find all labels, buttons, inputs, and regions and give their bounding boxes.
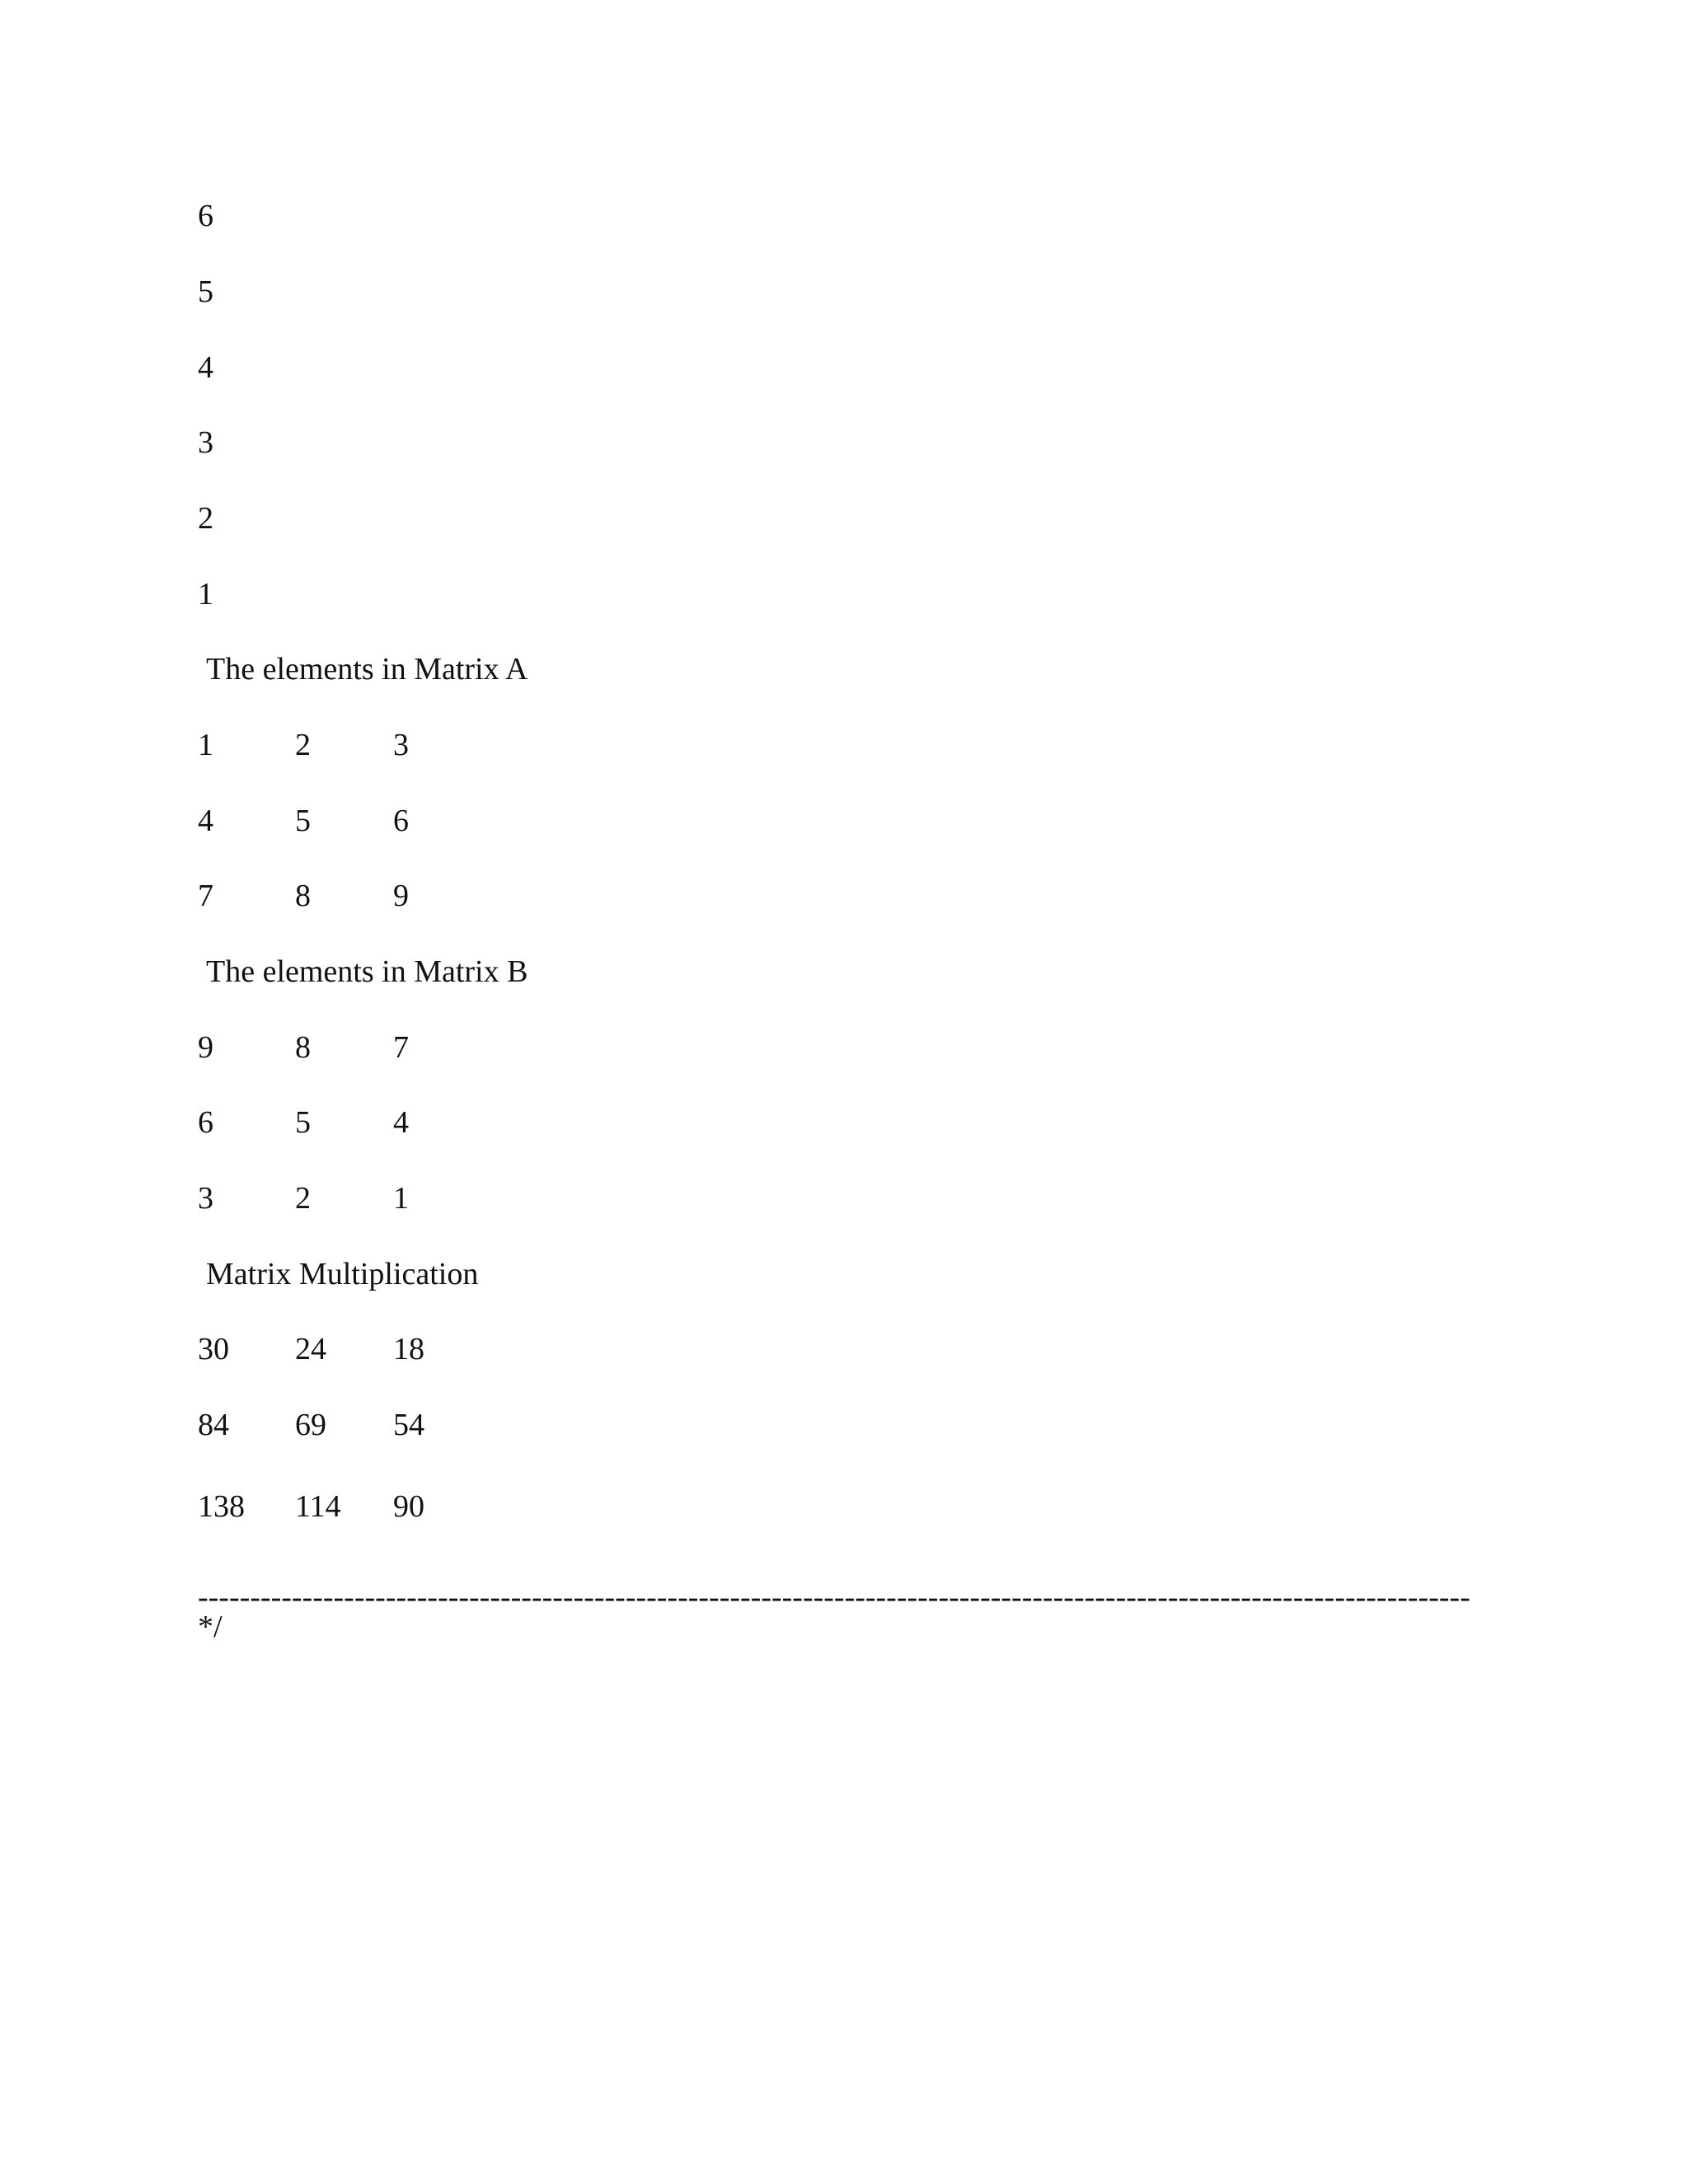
matrix-b-cell: 5 [295,1105,311,1140]
matrix-b-cell: 6 [198,1105,213,1140]
countdown-line: 3 [198,425,213,460]
comment-end: */ [198,1610,223,1644]
countdown-line: 5 [198,274,213,309]
matrix-b-cell: 1 [393,1181,409,1216]
product-cell: 114 [295,1489,341,1524]
matrix-b-cell: 2 [295,1181,311,1216]
matrix-a-cell: 9 [393,879,409,913]
product-cell: 18 [393,1332,424,1366]
countdown-line: 6 [198,199,213,233]
product-cell: 138 [198,1489,245,1524]
product-cell: 84 [198,1408,229,1442]
product-cell: 24 [295,1332,326,1366]
matrix-multiplication-heading: Matrix Multiplication [206,1257,479,1291]
matrix-b-cell: 7 [393,1030,409,1065]
matrix-a-cell: 5 [295,804,311,838]
countdown-line: 4 [198,350,213,385]
matrix-a-heading: The elements in Matrix A [206,652,528,687]
matrix-a-cell: 6 [393,804,409,838]
matrix-a-cell: 2 [295,728,311,762]
countdown-line: 1 [198,577,213,612]
matrix-a-cell: 8 [295,879,311,913]
product-cell: 54 [393,1408,424,1442]
matrix-b-heading: The elements in Matrix B [206,954,528,989]
product-cell: 30 [198,1332,229,1366]
product-cell: 90 [393,1489,424,1524]
matrix-b-cell: 9 [198,1030,213,1065]
product-cell: 69 [295,1408,326,1442]
matrix-b-cell: 3 [198,1181,213,1216]
countdown-line: 2 [198,501,213,536]
matrix-b-cell: 4 [393,1105,409,1140]
matrix-a-cell: 1 [198,728,213,762]
separator-line: -------------------------------------------------------------------------------------------------------------------------- [198,1580,1470,1615]
matrix-b-cell: 8 [295,1030,311,1065]
matrix-a-cell: 3 [393,728,409,762]
matrix-a-cell: 7 [198,879,213,913]
matrix-a-cell: 4 [198,804,213,838]
